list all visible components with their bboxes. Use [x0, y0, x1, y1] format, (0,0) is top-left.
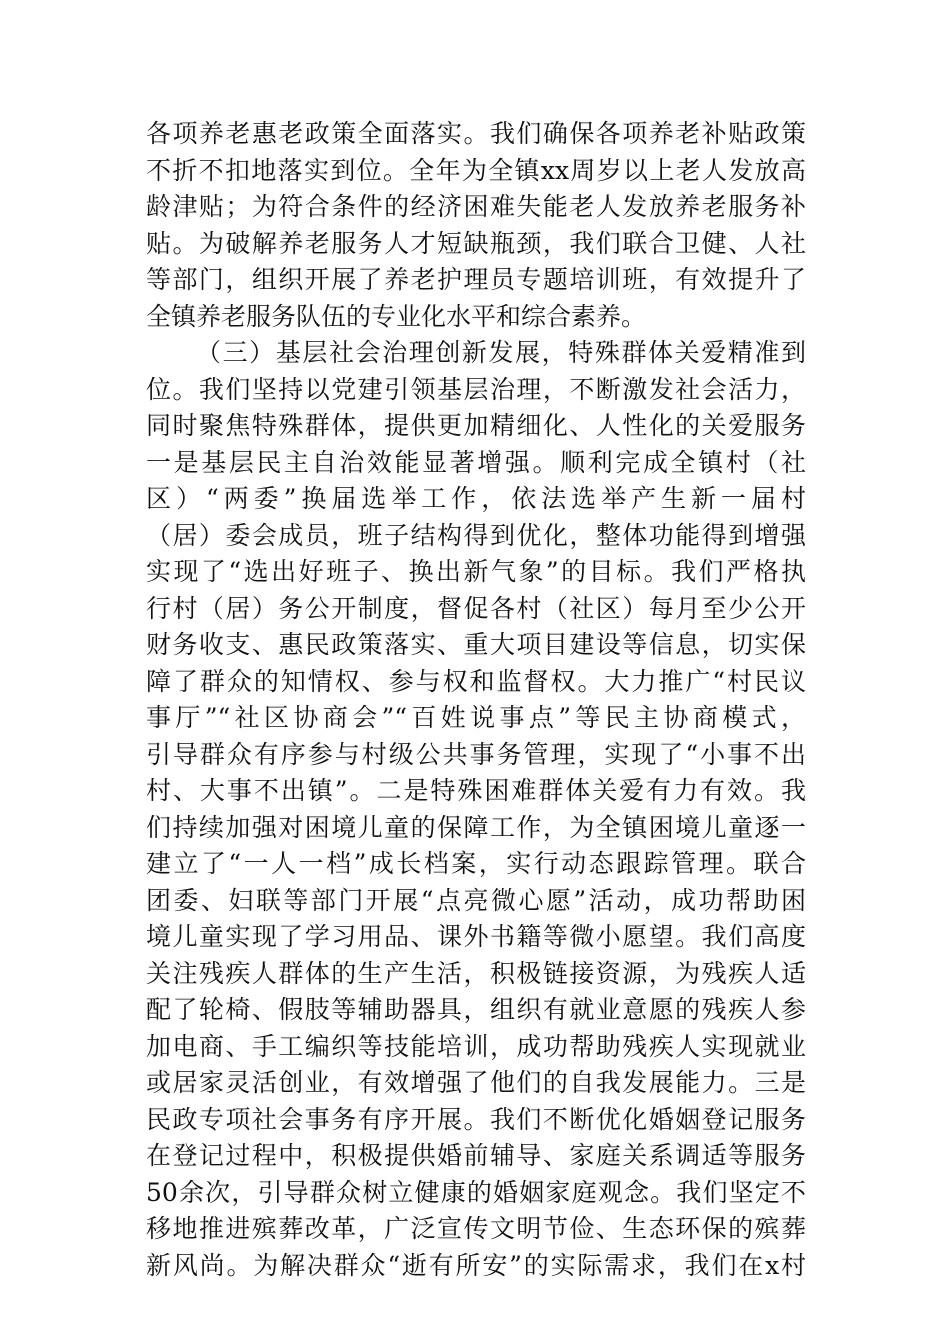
text-line: （居）委会成员，班子结构得到优化，整体功能得到增强 — [146, 520, 806, 550]
text-line: 一是基层民主自治效能显著增强。顺利完成全镇村（社 — [146, 447, 806, 477]
text-line: 位。我们坚持以党建引领基层治理，不断激发社会活力， — [146, 374, 806, 404]
body-text — [146, 116, 806, 1284]
text-line: 民政专项社会事务有序开展。我们不断优化婚姻登记服务 — [146, 1104, 806, 1134]
text-line: 50余次，引导群众树立健康的婚姻家庭观念。我们坚定不 — [146, 1177, 806, 1207]
text-line: 同时聚焦特殊群体，提供更加精细化、人性化的关爱服务 — [146, 411, 806, 440]
text-line: 或居家灵活创业，有效增强了他们的自我发展能力。三是 — [146, 1068, 806, 1097]
text-line: 全镇养老服务队伍的专业化水平和综合素养。 — [146, 301, 647, 331]
text-line: 加电商、手工编织等技能培训，成功帮助残疾人实现就业 — [146, 1031, 806, 1061]
section-heading-line: （三）基层社会治理创新发展，特殊群体关爱精准到 — [196, 338, 806, 367]
text-line: 在登记过程中，积极提供婚前辅导、家庭关系调适等服务 — [146, 1141, 806, 1170]
text-line: 区）“两委”换届选举工作，依法选举产生新一届村 — [146, 484, 806, 513]
text-line: 团委、妇联等部门开展“点亮微心愿”活动，成功帮助困 — [146, 885, 806, 915]
text-line: 建立了“一人一档”成长档案，实行动态跟踪管理。联合 — [146, 849, 806, 878]
text-line: 事厅”“社区协商会”“百姓说事点”等民主协商模式， — [146, 703, 806, 732]
text-line: 引导群众有序参与村级公共事务管理，实现了“小事不出 — [146, 739, 806, 769]
text-line: 实现了“选出好班子、换出新气象”的目标。我们严格执 — [146, 557, 806, 586]
text-line: 贴。为破解养老服务人才短缺瓶颈，我们联合卫健、人社 — [146, 228, 806, 258]
text-line: 不折不扣地落实到位。全年为全镇xx周岁以上老人发放高 — [146, 155, 806, 185]
text-line: 障了群众的知情权、参与权和监督权。大力推广“村民议 — [146, 666, 806, 696]
text-line: 配了轮椅、假肢等辅助器具，组织有就业意愿的残疾人参 — [146, 995, 806, 1024]
text-line: 行村（居）务公开制度，督促各村（社区）每月至少公开 — [146, 593, 806, 623]
text-line: 龄津贴；为符合条件的经济困难失能老人发放养老服务补 — [146, 192, 806, 221]
text-line: 财务收支、惠民政策落实、重大项目建设等信息，切实保 — [146, 630, 806, 659]
text-line: 关注残疾人群体的生产生活，积极链接资源，为残疾人适 — [146, 958, 806, 988]
text-line: 各项养老惠老政策全面落实。我们确保各项养老补贴政策 — [146, 119, 806, 148]
text-line: 村、大事不出镇”。二是特殊困难群体关爱有力有效。我 — [146, 776, 806, 805]
text-line: 们持续加强对困境儿童的保障工作，为全镇困境儿童逐一 — [146, 812, 806, 842]
text-line: 等部门，组织开展了养老护理员专题培训班，有效提升了 — [146, 265, 806, 294]
text-line: 移地推进殡葬改革，广泛宣传文明节俭、生态环保的殡葬 — [146, 1214, 806, 1243]
text-line: 新风尚。为解决群众“逝有所安”的实际需求，我们在x村 — [146, 1250, 806, 1280]
text-line: 境儿童实现了学习用品、课外书籍等微小愿望。我们高度 — [146, 922, 806, 951]
